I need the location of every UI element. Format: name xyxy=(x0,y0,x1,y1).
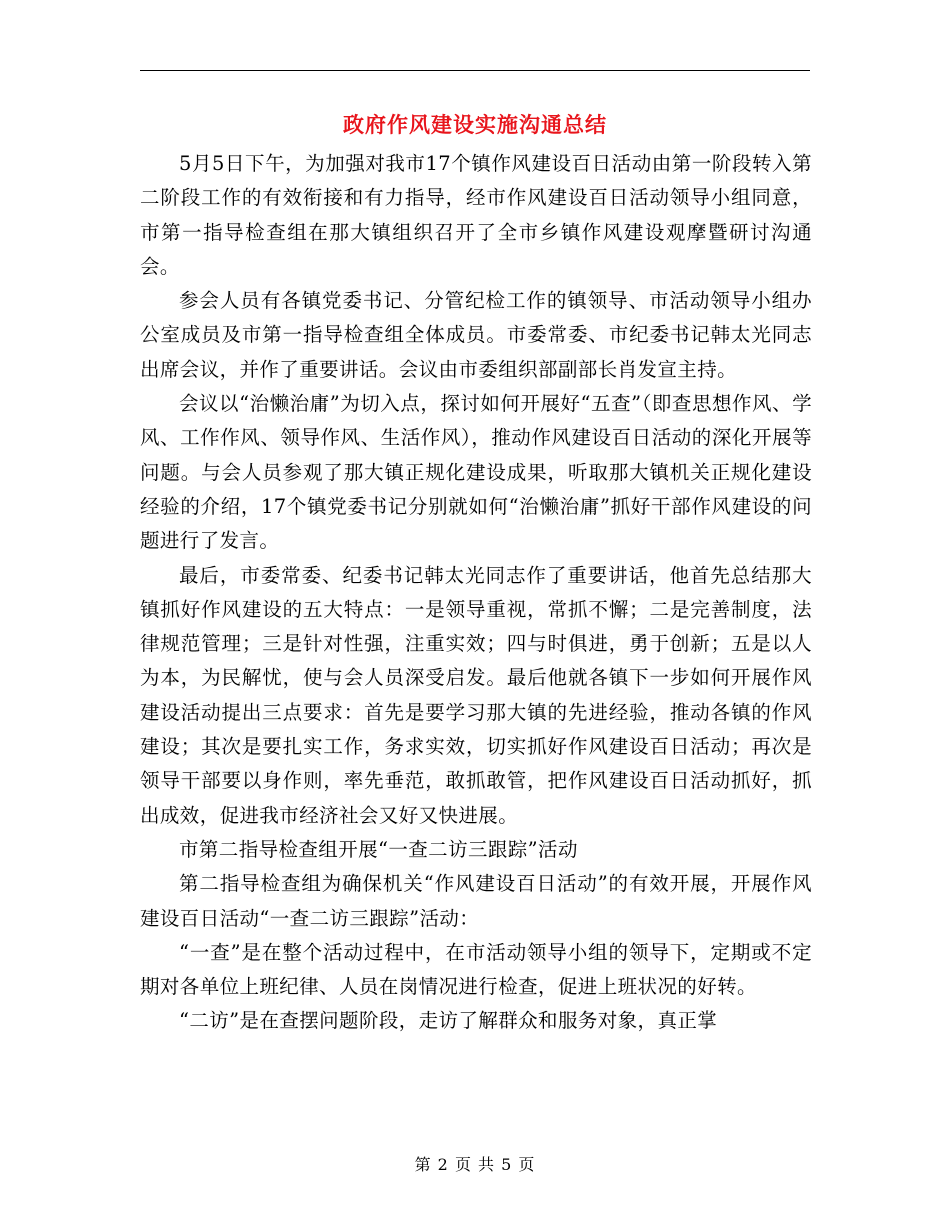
document-body xyxy=(140,147,812,1039)
paragraph-2: 参会人员有各镇党委书记、分管纪检工作的镇领导、市活动领导小组办公室成员及市第一指导检查组全体成员。市委常委、市纪委书记韩太光同志出席会议，并作了重要讲话。会议由市委组织部副部长肖发宣主持。 xyxy=(140,289,812,381)
document-title: 政府作风建设实施沟通总结 xyxy=(343,112,607,137)
paragraph-3: 会议以“治懒治庸”为切入点，探讨如何开展好“五查”（即查思想作风、学风、工作作风、领导作风、生活作风），推动作风建设百日活动的深化开展等问题。与会人员参观了那大镇正规化建设成果，听取那大镇机关正规化建设经验的介绍，17个镇党委书记分别就如何“治懒治庸”抓好干部作风建设的问题进行了发言。 xyxy=(140,392,812,553)
paragraph-7: “一查”是在整个活动过程中，在市活动领导小组的领导下，定期或不定期对各单位上班纪律、人员在岗情况进行检查，促进上班状况的好转。 xyxy=(140,940,812,999)
paragraph-4: 最后，市委常委、纪委书记韩太光同志作了重要讲话，他首先总结那大镇抓好作风建设的五大特点：一是领导重视，常抓不懈；二是完善制度，法律规范管理；三是针对性强，注重实效；四与时俱进，勇于创新；五是以人为本，为民解忧，使与会人员深受启发。最后他就各镇下一步如何开展作风建设活动提出三点要求：首先是要学习那大镇的先进经验，推动各镇的作风建设；其次是要扎实工作，务求实效，切实抓好作风建设百日活动；再次是领导干部要以身作则，率先垂范，敢抓敢管，把作风建设百日活动抓好，抓出成效，促进我市经济社会又好又快进展。 xyxy=(140,563,812,827)
paragraph-6: 第二指导检查组为确保机关“作风建设百日活动”的有效开展，开展作风建设百日活动“一查二访三跟踪”活动： xyxy=(140,872,812,930)
page-indicator: 第 2 页 共 5 页 xyxy=(414,1155,536,1174)
section-heading: 市第二指导检查组开展“一查二访三跟踪”活动 xyxy=(179,837,578,861)
header-rule xyxy=(140,70,810,71)
paragraph-8: “二访”是在查摆问题阶段，走访了解群众和服务对象，真正掌 xyxy=(179,1009,718,1033)
paragraph-1: 5月5日下午，为加强对我市17个镇作风建设百日活动由第一阶段转入第二阶段工作的有效衔接和有力指导，经市作风建设百日活动领导小组同意，市第一指导检查组在那大镇组织召开了全市乡镇作风建设观摩暨研讨沟通会。 xyxy=(140,152,812,278)
